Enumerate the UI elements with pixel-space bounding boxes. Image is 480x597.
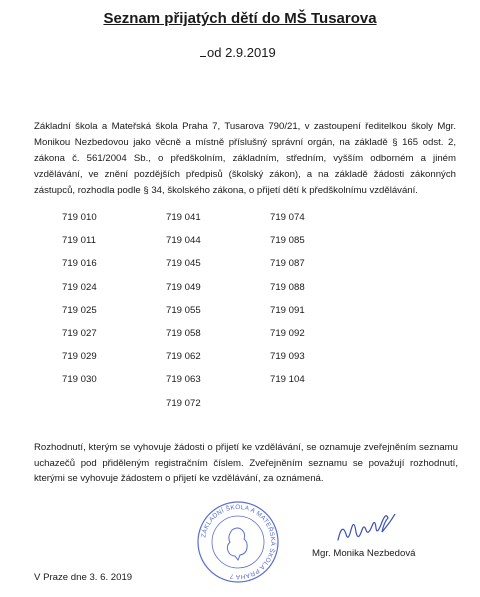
registration-number: 719 030	[62, 374, 97, 386]
registration-number: 719 088	[270, 281, 305, 293]
registration-number: 719 011	[62, 235, 96, 247]
registration-number: 719 055	[166, 304, 201, 316]
handwritten-signature-icon	[334, 514, 410, 548]
start-date-text: od 2.9.2019	[207, 45, 276, 60]
number-column-3	[270, 210, 305, 396]
registration-number: 719 010	[62, 212, 97, 223]
registration-number: 719 049	[166, 281, 201, 293]
registration-number: 719 027	[62, 327, 97, 339]
place-and-date: V Praze dne 3. 6. 2019	[34, 572, 133, 583]
registration-number: 719 041	[166, 212, 201, 223]
intro-paragraph: Základní škola a Mateřská škola Praha 7, Tusarova 790/21, v zastoupení ředitelkou školy Mgr. Monikou Nezbedovou jako věcně a místně příslušný správní orgán, na základě § 165 odst. 2, zákona č. 561/2004 Sb., o předškolním, základním, středním, vyšším odborném a jiném vzdělávání, ve znění pozdějších předpisů (školský zákon), a na základě žádosti zákonných zástupců, rozhodla podle § 34, školského zákona, o přijetí dětí k předškolnímu vzdělávání.	[34, 121, 456, 196]
document-title: Seznam přijatých dětí do MŠ Tusarova	[103, 10, 377, 27]
svg-text:ZÁKLADNÍ ŠKOLA A MATEŘSKÁ ŠKOL	[199, 503, 278, 580]
start-date	[200, 45, 276, 60]
registration-number: 719 058	[166, 327, 201, 339]
registration-number: 719 072	[166, 397, 201, 409]
registration-number: 719 091	[270, 304, 305, 316]
school-stamp-icon	[196, 500, 280, 584]
registration-number: 719 016	[62, 258, 97, 270]
registration-number: 719 029	[62, 351, 97, 363]
date-underline	[200, 56, 206, 57]
registration-number: 719 085	[270, 235, 305, 247]
registration-number: 719 062	[166, 351, 201, 363]
number-column-2	[166, 210, 201, 419]
registration-number: 719 104	[270, 374, 305, 386]
signer-name: Mgr. Monika Nezbedová	[312, 548, 416, 559]
closing-paragraph: Rozhodnutí, kterým se vyhovuje žádosti o přijetí ke vzdělávání, se oznamuje zveřejněním seznamu uchazečů pod přiděleným registračním číslem. Zveřejněním seznamu se považují rozhodnutí, kterými se vyhovuje žádostem o přijetí ke vzdělávání, za oznámená.	[34, 442, 458, 484]
registration-number: 719 045	[166, 258, 201, 270]
registration-number: 719 025	[62, 304, 97, 316]
stamp-lettering: ZÁKLADNÍ ŠKOLA A MATEŘSKÁ ŠKOLA PRAHA 7	[200, 503, 277, 581]
registration-number: 719 024	[62, 281, 97, 293]
registration-number: 719 087	[270, 258, 305, 270]
registration-number: 719 092	[270, 327, 305, 339]
registration-number: 719 093	[270, 351, 305, 363]
registration-number: 719 074	[270, 212, 305, 223]
number-column-1	[62, 210, 97, 396]
registration-number: 719 044	[166, 235, 201, 247]
registration-number: 719 063	[166, 374, 201, 386]
